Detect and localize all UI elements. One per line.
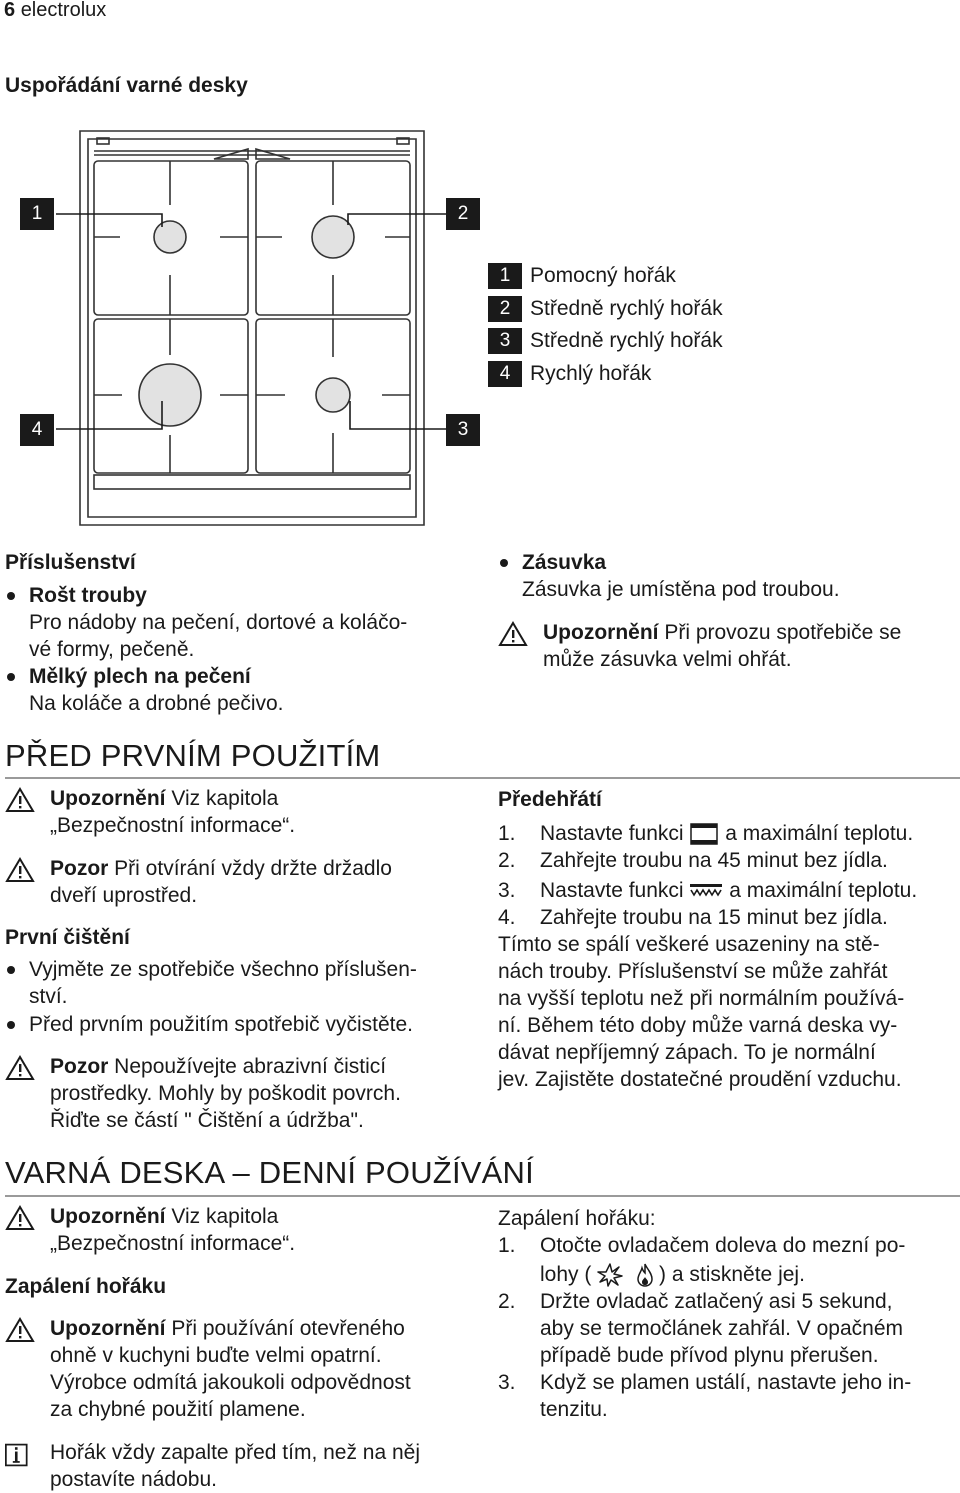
- legend-label: Pomocný hořák: [530, 264, 676, 287]
- warning-label: Pozor: [50, 1055, 109, 1078]
- step-text: Nastavte funkci: [540, 822, 690, 845]
- warning-label: Upozornění: [50, 787, 166, 810]
- chapter-title-hob-daily-use: VARNÁ DESKA – DENNÍ POUŽÍVÁNÍ: [5, 1155, 534, 1190]
- warning-text: Viz kapitola: [165, 787, 279, 810]
- legend-label: Rychlý hořák: [530, 362, 652, 385]
- warning-text: „Bezpečnostní informace“.: [50, 814, 296, 837]
- warning-icon: [5, 1317, 35, 1343]
- step-text: Zahřejte troubu na 15 minut bez jídla.: [540, 906, 888, 929]
- section-title-accessories: Příslušenství: [5, 551, 136, 574]
- warning-icon: [5, 1055, 35, 1081]
- warning-icon: [498, 621, 528, 647]
- section-title-burner-ignition: Zapálení hořáku: [5, 1275, 167, 1298]
- grill-icon: [689, 883, 723, 899]
- info-icon: [5, 1441, 31, 1469]
- brand-name: electrolux: [20, 0, 107, 21]
- accessory-title: Rošt trouby: [29, 584, 147, 607]
- accessory-desc: vé formy, pečeně.: [29, 638, 195, 661]
- legend-number: 2: [488, 296, 522, 322]
- step-number: 1.: [498, 822, 516, 845]
- section-title-first-cleaning: První čištění: [5, 926, 130, 949]
- accessory-title: Mělký plech na pečení: [29, 665, 251, 688]
- warning-label: Pozor: [50, 857, 109, 880]
- step-number: 3.: [498, 1371, 516, 1394]
- hob-layout-diagram: [0, 125, 500, 530]
- paragraph-line: ní. Během této doby může varná deska vy-: [498, 1014, 898, 1037]
- step-text: a maximální teplotu.: [719, 822, 914, 845]
- warning-text: Při otvírání vždy držte držadlo: [108, 857, 392, 880]
- warning-label: Upozornění: [50, 1205, 166, 1228]
- paragraph-line: nách trouby. Příslušenství se může zahřát: [498, 960, 888, 983]
- cleaning-text: Vyjměte ze spotřebiče všechno příslušen-: [29, 958, 417, 981]
- flame-icon: [637, 1263, 653, 1287]
- warning-icon: [5, 857, 35, 883]
- callout-1: 1: [20, 198, 54, 230]
- chapter-title-before-first-use: PŘED PRVNÍM POUŽITÍM: [5, 738, 381, 773]
- warning-text: Výrobce odmítá jakoukoli odpovědnost: [50, 1371, 411, 1394]
- step-text: tenzitu.: [540, 1398, 608, 1421]
- warning-text: Řiďte se částí " Čištění a údržba".: [50, 1109, 364, 1132]
- section-title-preheat: Předehřátí: [498, 788, 602, 811]
- warning-text: ohně v kuchyni buďte velmi opatrní.: [50, 1344, 382, 1367]
- step-number: 3.: [498, 879, 516, 902]
- spark-icon: [597, 1263, 623, 1287]
- step-text: lohy (: [540, 1263, 598, 1286]
- bullet-dot: [7, 966, 15, 974]
- cleaning-text: ství.: [29, 985, 68, 1008]
- accessory-desc: Zásuvka je umístěna pod troubou.: [522, 578, 840, 601]
- section-title-hob-layout: Uspořádání varné desky: [5, 74, 248, 97]
- step-text: Držte ovladač zatlačený asi 5 sekund,: [540, 1290, 893, 1313]
- step-text: a maximální teplotu.: [723, 879, 918, 902]
- info-text: postavíte nádobu.: [50, 1468, 217, 1491]
- chapter-divider: [5, 777, 960, 779]
- legend-label: Středně rychlý hořák: [530, 329, 723, 352]
- paragraph-line: Tímto se spálí veškeré usazeniny na stě-: [498, 933, 880, 956]
- legend-number: 1: [488, 263, 522, 289]
- callout-3: 3: [446, 414, 480, 446]
- cleaning-text: Před prvním použitím spotřebič vyčistěte.: [29, 1013, 413, 1036]
- bullet-dot: [7, 1021, 15, 1029]
- step-text: Když se plamen ustálí, nastavte jeho in-: [540, 1371, 912, 1394]
- warning-text: Viz kapitola: [165, 1205, 279, 1228]
- warning-text: prostředky. Mohly by poškodit povrch.: [50, 1082, 401, 1105]
- warning-text: za chybné použití plamene.: [50, 1398, 306, 1421]
- paragraph-line: na vyšší teplotu než při normálním používá-: [498, 987, 905, 1010]
- step-text: Nastavte funkci: [540, 879, 690, 902]
- warning-label: Upozornění: [543, 621, 659, 644]
- step-number: 1.: [498, 1234, 516, 1257]
- bullet-dot: [7, 592, 15, 600]
- paragraph-line: jev. Zajistěte dostatečné proudění vzduchu.: [498, 1068, 902, 1091]
- step-text: ) a stiskněte jej.: [653, 1263, 805, 1286]
- step-text: případě bude přívod plynu přerušen.: [540, 1344, 879, 1367]
- legend-number: 4: [488, 361, 522, 387]
- step-text: aby se termočlánek zahřál. V opačném: [540, 1317, 904, 1340]
- page-header: [4, 0, 106, 24]
- warning-text: dveří uprostřed.: [50, 884, 198, 907]
- bullet-dot: [500, 559, 508, 567]
- preheat-paragraph: [498, 931, 958, 1093]
- warning-text: Při provozu spotřebiče se: [658, 621, 902, 644]
- paragraph-line: dávat nepříjemný zápach. To je normální: [498, 1041, 876, 1064]
- top-bottom-heat-icon: [689, 823, 719, 845]
- callout-4: 4: [20, 414, 54, 446]
- page-number: 6: [4, 0, 16, 21]
- step-text: Zahřejte troubu na 45 minut bez jídla.: [540, 849, 888, 872]
- accessory-title: Zásuvka: [522, 551, 607, 574]
- info-text: Hořák vždy zapalte před tím, než na něj: [50, 1441, 421, 1464]
- legend-label: Středně rychlý hořák: [530, 297, 723, 320]
- legend-number: 3: [488, 328, 522, 354]
- warning-text: Nepoužívejte abrazivní čisticí: [108, 1055, 387, 1078]
- warning-icon: [5, 787, 35, 813]
- accessory-desc: Na koláče a drobné pečivo.: [29, 692, 284, 715]
- step-number: 2.: [498, 849, 516, 872]
- callout-2: 2: [446, 198, 480, 230]
- warning-label: Upozornění: [50, 1317, 166, 1340]
- step-number: 2.: [498, 1290, 516, 1313]
- step-number: 4.: [498, 906, 516, 929]
- chapter-divider: [5, 1195, 960, 1197]
- bullet-dot: [7, 673, 15, 681]
- warning-text: Při používání otevřeného: [165, 1317, 405, 1340]
- ignition-subtitle: Zapálení hořáku:: [498, 1207, 656, 1230]
- accessory-desc: Pro nádoby na pečení, dortové a koláčo-: [29, 611, 408, 634]
- step-text: Otočte ovladačem doleva do mezní po-: [540, 1234, 906, 1257]
- warning-text: může zásuvka velmi ohřát.: [543, 648, 792, 671]
- warning-icon: [5, 1205, 35, 1231]
- warning-text: „Bezpečnostní informace“.: [50, 1232, 296, 1255]
